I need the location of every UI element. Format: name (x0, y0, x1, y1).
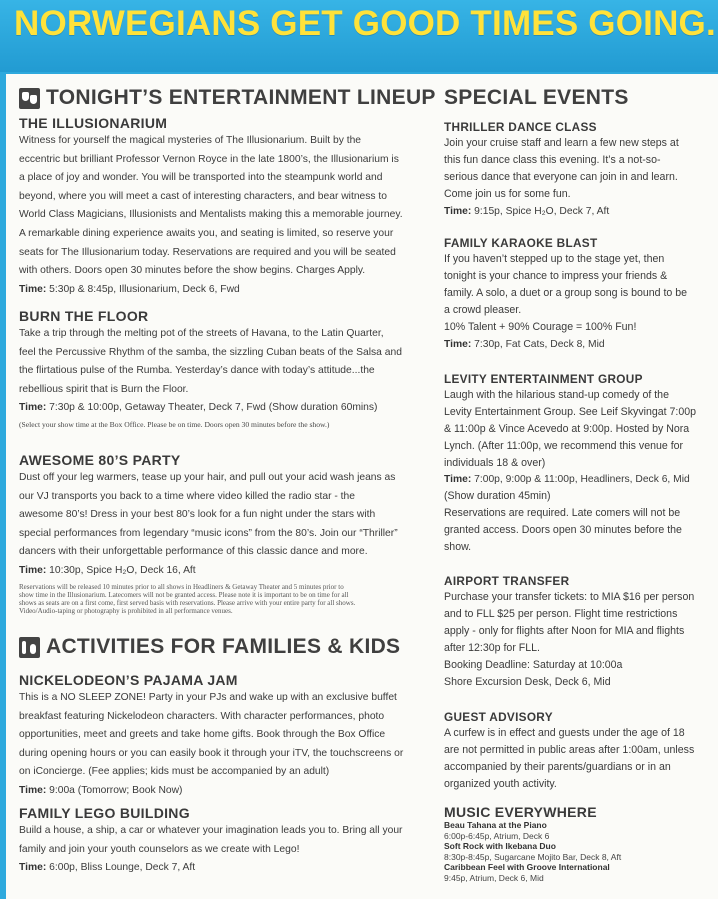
text-line: apply - only for flights after Noon for MIA and flights (444, 624, 685, 637)
text-line: seats for The Illusionarium today. Reservations are required and you will be seated (19, 246, 396, 258)
time-label: Time: (444, 205, 472, 217)
event-time (19, 399, 423, 417)
text-line: awesome 80’s! Dress in your best 80’s look for a fun night under the stars with (19, 509, 376, 521)
event-levity (444, 372, 714, 556)
event-description (19, 469, 423, 562)
event-family-karaoke (444, 236, 714, 354)
text-line: accompanied by their parents/guardians or in an (444, 760, 671, 773)
event-title: FAMILY KARAOKE BLAST (444, 236, 598, 250)
theater-masks-icon (19, 88, 40, 109)
text-line: organized youth activity. (444, 777, 557, 790)
time-label: Time: (444, 473, 472, 485)
text-line: A curfew is in effect and guests under the age of 18 (444, 727, 685, 739)
text-line: on iConcierge. (Fee applies; kids must be accompanied by an adult) (19, 766, 330, 778)
time-value: 10:30p, Spice H₂O, Deck 16, Aft (46, 564, 196, 576)
text-line: a crowd pleaser. (444, 303, 522, 316)
music-heading: MUSIC EVERYWHERE (444, 804, 597, 820)
family-icon (19, 637, 40, 658)
event-description (444, 135, 714, 203)
text-line: World Class Magicians, Illusionists and Mentalists making this a memorable journey. (19, 209, 403, 221)
event-pajama-jam (19, 672, 423, 800)
text-line: family and join your youth counselors as we create with Lego! (19, 843, 300, 855)
event-title: LEVITY ENTERTAINMENT GROUP (444, 372, 643, 386)
music-item (444, 820, 714, 841)
event-description (19, 822, 423, 859)
text-line: Witness for yourself the magical mysteries of The Illusionarium. Built by the (19, 135, 362, 146)
entertainment-heading-text: TONIGHT’S ENTERTAINMENT LINEUP (46, 86, 436, 109)
event-time (444, 203, 714, 221)
event-thriller-class (444, 120, 714, 221)
text-line: Lynch. (After 11:00p, we recommend this venue for (444, 439, 684, 452)
event-time (19, 562, 423, 580)
text-line: Come join us for some fun. (444, 187, 571, 200)
music-item-title: Beau Tahana at the Piano (444, 820, 547, 830)
text-line: opportunities, meet and greets and take home gifts. Book through the Box Office (19, 729, 386, 741)
text-line: eccentric but brilliant Professor Vernon Royce in the late 1800’s, the Illusionarium is (19, 153, 399, 165)
event-time (19, 782, 423, 800)
text-line: Build a house, a ship, a car or whatever your imagination leads you to. Bring all your (19, 825, 403, 836)
entertainment-heading (19, 86, 436, 110)
event-description (19, 325, 423, 399)
text-line: beyond, where you will meet a cast of interesting characters, and bear witness to (19, 190, 388, 202)
event-title: AIRPORT TRANSFER (444, 574, 570, 588)
text-line: Levity Entertainment Group. See Leif Skyvingat 7:00p (444, 405, 697, 418)
time-label: Time: (19, 862, 47, 874)
event-description (19, 689, 423, 782)
event-title: FAMILY LEGO BUILDING (19, 805, 190, 821)
event-title: THE ILLUSIONARIUM (19, 115, 168, 131)
event-time (444, 472, 714, 489)
event-title: NICKELODEON’S PAJAMA JAM (19, 672, 238, 688)
fine-line: show time in the Illusionarium. Latecomers will not be granted access. Please note it is important to be on time for all (19, 590, 349, 599)
text-line: with others. Doors open 30 minutes before the show begins. Charges Apply. (19, 265, 366, 277)
text-line: during opening hours or you can easily book it through your iTV, the touchscreens or (19, 747, 404, 759)
event-burn-the-floor (19, 308, 423, 429)
text-line: Join your cruise staff and learn a few new steps at (444, 137, 679, 149)
text-line: this fun dance class this evening. It’s a not-so- (444, 153, 661, 166)
text-line: are not permitted in public areas after 1:00am, unless (444, 743, 695, 756)
time-value: 7:30p, Fat Cats, Deck 8, Mid (471, 338, 605, 350)
event-description (444, 251, 714, 336)
music-item-title: Soft Rock with Ikebana Duo (444, 841, 556, 851)
text-line: tonight is your chance to impress your friends & (444, 269, 668, 282)
event-title: AWESOME 80’S PARTY (19, 452, 181, 468)
event-description (19, 132, 423, 281)
music-everywhere (444, 804, 714, 883)
text-line: dancers with their unforgettable performance of this classic dance and more. (19, 546, 368, 558)
text-line: family. A solo, a duet or a group song is bound to be (444, 286, 688, 299)
text-line: Take a trip through the melting pot of the streets of Havana, to the Latin Quarter, (19, 328, 384, 339)
time-value: 7:30p & 10:00p, Getaway Theater, Deck 7, Fwd (Show duration 60mins) (46, 402, 378, 414)
event-note: (Select your show time at the Box Office. Please be on time. Doors open 30 minutes before the show.) (19, 420, 330, 430)
text-line: If you haven’t stepped up to the stage yet, then (444, 253, 665, 265)
music-item-detail: 8:30p-8:45p, Sugarcane Mojito Bar, Deck 8, Aft (444, 851, 622, 862)
text-line: This is a NO SLEEP ZONE! Party in your PJs and wake up with an exclusive buffet (19, 692, 397, 703)
text-line: Reservations are required. Late comers will not be (444, 507, 681, 520)
event-duration: (Show duration 45min) (444, 490, 551, 503)
music-item-title: Caribbean Feel with Groove International (444, 862, 610, 872)
banner-title: NORWEGIANS GET GOOD TIMES GOING. (14, 4, 716, 43)
time-value: 6:00p, Bliss Lounge, Deck 7, Aft (46, 862, 196, 874)
text-line: a place of joy and wonder. You will be transported into the steampunk world and (19, 172, 383, 184)
fine-line: shows as seats are on a first come, first served basis with reservations. Please arrive with your entire party for all shows. (19, 598, 356, 607)
fine-print (19, 583, 423, 615)
event-awesome-80s (19, 452, 423, 615)
text-line: our VJ transports you back to a time where video killed the radio star - the (19, 490, 355, 502)
event-illusionarium (19, 115, 423, 299)
event-reservation-note (444, 505, 714, 556)
text-line: granted access. Doors open 30 minutes before the (444, 524, 682, 537)
event-time (19, 281, 423, 299)
fine-line: Reservations will be released 10 minutes prior to all shows in Headliners & Getaway Theater and 5 minutes prior to (19, 582, 344, 591)
special-events-heading: SPECIAL EVENTS (444, 86, 629, 109)
guest-advisory (444, 710, 714, 793)
text-line: feel the Percussive Rhythm of the samba, the sizzling Cuban beats of the Salsa and (19, 346, 402, 358)
families-heading (19, 635, 400, 659)
event-title: GUEST ADVISORY (444, 710, 553, 724)
text-line: Booking Deadline: Saturday at 10:00a (444, 658, 623, 671)
text-line: the flirtatious pulse of the Rumba. Yesterday’s dance with today’s attitude...the (19, 365, 375, 377)
text-line: serious dance that everyone can join in and learn. (444, 170, 678, 183)
text-line: & 11:00p & Vince Acevedo at 9:00p. Hosted by Nora (444, 422, 690, 435)
header-banner (0, 0, 718, 72)
text-line: Shore Excursion Desk, Deck 6, Mid (444, 675, 611, 688)
fine-line: Video/Audio-taping or photography is prohibited in all performance venues. (19, 606, 233, 615)
event-description (444, 725, 714, 793)
text-line: special performances from legendary “music icons” from the 80’s. Join our “Thriller” (19, 527, 398, 539)
time-label: Time: (19, 564, 47, 576)
time-value: 9:15p, Spice H₂O, Deck 7, Aft (471, 205, 610, 217)
event-lego-building (19, 805, 423, 877)
event-airport-transfer (444, 574, 714, 690)
text-line: individuals 18 & over) (444, 456, 546, 469)
time-label: Time: (444, 338, 472, 350)
time-label: Time: (19, 402, 47, 414)
time-label: Time: (19, 784, 47, 796)
text-line: after 12:30p for FLL. (444, 641, 540, 654)
time-value: 7:00p, 9:00p & 11:00p, Headliners, Deck 6, Mid (471, 473, 690, 485)
event-description (444, 387, 714, 472)
event-title: BURN THE FLOOR (19, 308, 149, 324)
text-line: A remarkable dining experience awaits you, and seating is limited, so reserve your (19, 227, 394, 239)
music-item (444, 841, 714, 862)
families-heading-text: ACTIVITIES FOR FAMILIES & KIDS (46, 635, 401, 658)
time-label: Time: (19, 283, 47, 295)
time-value: 5:30p & 8:45p, Illusionarium, Deck 6, Fwd (46, 283, 240, 295)
music-item (444, 862, 714, 883)
flyer-page (6, 74, 718, 899)
text-line: rebellious spirit that is Burn the Floor. (19, 383, 189, 395)
event-title: THRILLER DANCE CLASS (444, 120, 597, 134)
text-line: Purchase your transfer tickets: to MIA $16 per person (444, 591, 695, 603)
text-line: Laugh with the hilarious stand-up comedy of the (444, 389, 669, 401)
event-time (19, 859, 423, 877)
event-time (444, 336, 714, 354)
text-line: show. (444, 541, 472, 554)
text-line: 10% Talent + 90% Courage = 100% Fun! (444, 320, 637, 333)
text-line: Dust off your leg warmers, tease up your hair, and pull out your acid wash jeans as (19, 472, 396, 483)
text-line: and to FLL $25 per person. Flight time restrictions (444, 607, 678, 620)
text-line: breakfast featuring Nickelodeon characters. With character performances, photo (19, 710, 385, 722)
music-item-detail: 6:00p-6:45p, Atrium, Deck 6 (444, 830, 550, 841)
time-value: 9:00a (Tomorrow; Book Now) (46, 784, 183, 796)
music-item-detail: 9:45p, Atrium, Deck 6, Mid (444, 872, 544, 883)
event-description (444, 589, 714, 690)
